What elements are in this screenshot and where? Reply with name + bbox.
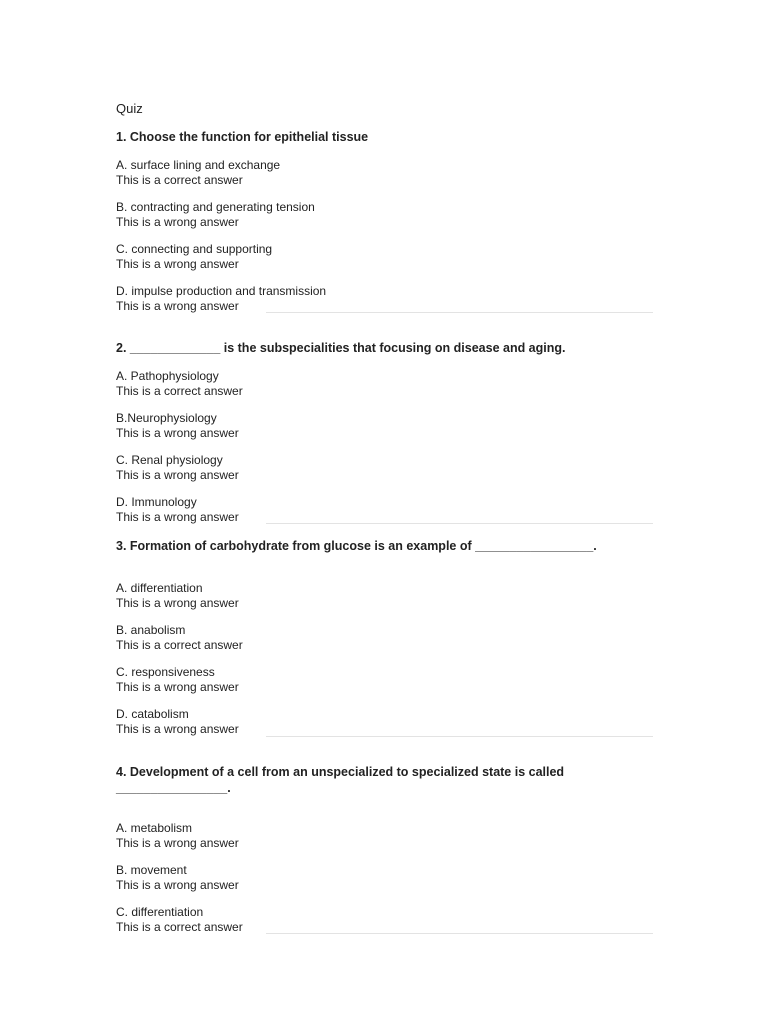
q3-option-b: B. anabolism	[116, 623, 186, 637]
q1-option-b: B. contracting and generating tension	[116, 200, 315, 214]
q2-option-c: C. Renal physiology	[116, 453, 223, 467]
q4-option-b-result: This is a wrong answer	[116, 878, 239, 892]
q2-option-c-result: This is a wrong answer	[116, 468, 239, 482]
q4-option-c-result: This is a correct answer	[116, 920, 243, 934]
q2-option-a: A. Pathophysiology	[116, 369, 219, 383]
q4-option-a: A. metabolism	[116, 821, 193, 835]
q3-option-c: C. responsiveness	[116, 665, 215, 679]
q3-option-b-result: This is a correct answer	[116, 638, 243, 652]
q2-option-b-result: This is a wrong answer	[116, 426, 239, 440]
q1-option-c: C. connecting and supporting	[116, 242, 273, 256]
question-1-prompt: 1. Choose the function for epithelial tissue	[116, 130, 369, 144]
q3-option-c-result: This is a wrong answer	[116, 680, 239, 694]
q3-option-a: A. differentiation	[116, 581, 203, 595]
q4-option-c: C. differentiation	[116, 905, 204, 919]
question-4-prompt: 4. Development of a cell from an unspecialized to specialized state is called ________________.	[116, 765, 565, 795]
question-divider	[266, 736, 653, 737]
q4-option-b: B. movement	[116, 863, 187, 877]
q1-option-a-result: This is a correct answer	[116, 173, 243, 187]
page-title: Quiz	[116, 101, 143, 116]
q2-option-a-result: This is a correct answer	[116, 384, 243, 398]
q2-option-b: B.Neurophysiology	[116, 411, 217, 425]
q1-option-b-result: This is a wrong answer	[116, 215, 239, 229]
q4-option-a-result: This is a wrong answer	[116, 836, 239, 850]
question-divider	[266, 523, 653, 524]
question-3-prompt: 3. Formation of carbohydrate from glucose is an example of _________________.	[116, 539, 597, 553]
q1-option-d-result: This is a wrong answer	[116, 299, 239, 313]
question-2-prompt: 2. _____________ is the subspecialities that focusing on disease and aging.	[116, 341, 566, 355]
q3-option-a-result: This is a wrong answer	[116, 596, 239, 610]
question-divider	[266, 312, 653, 313]
q1-option-a: A. surface lining and exchange	[116, 158, 281, 172]
q2-option-d-result: This is a wrong answer	[116, 510, 239, 524]
q1-option-c-result: This is a wrong answer	[116, 257, 239, 271]
q1-option-d: D. impulse production and transmission	[116, 284, 327, 298]
q3-option-d: D. catabolism	[116, 707, 189, 721]
q2-option-d: D. Immunology	[116, 495, 197, 509]
q3-option-d-result: This is a wrong answer	[116, 722, 239, 736]
question-divider	[266, 933, 653, 934]
